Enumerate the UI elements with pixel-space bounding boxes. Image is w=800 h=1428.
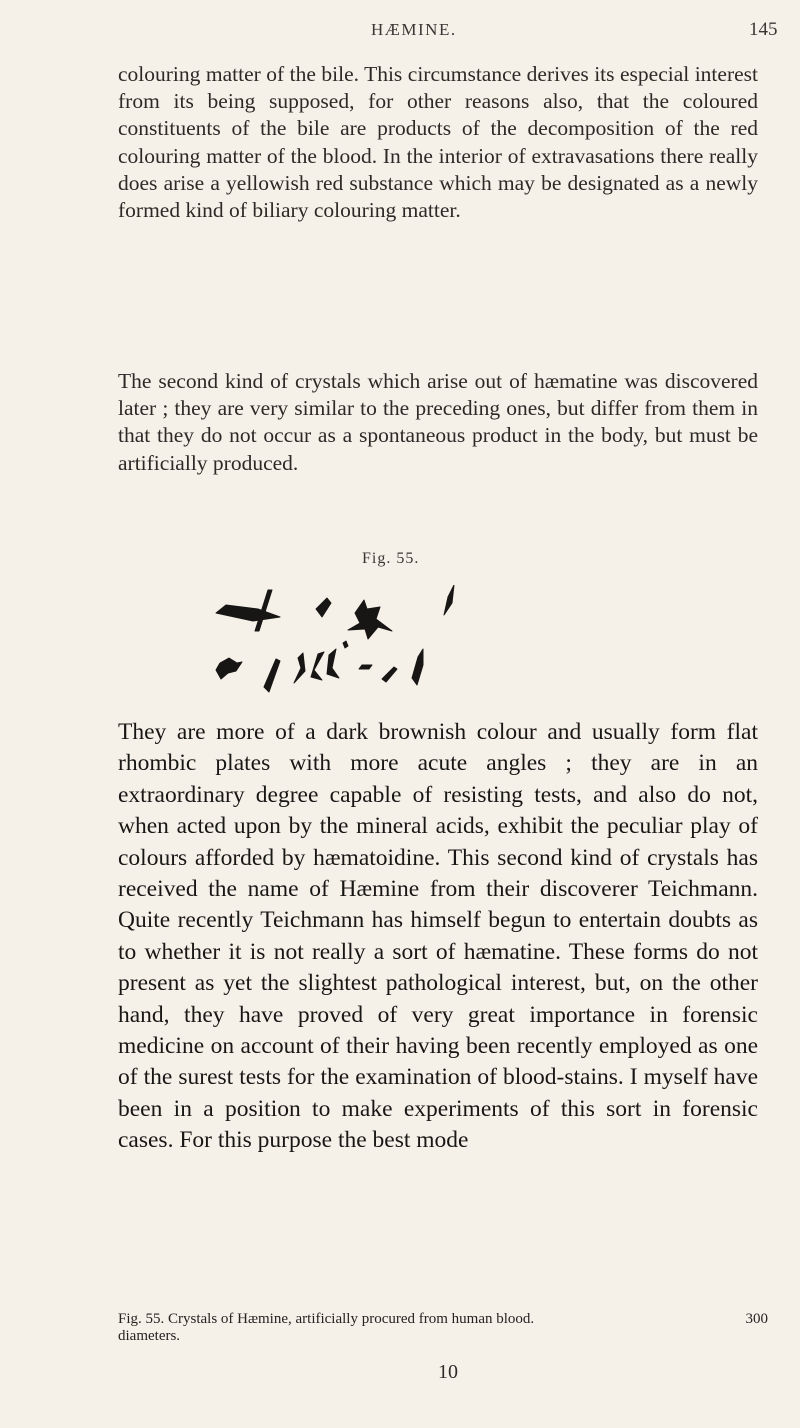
caption-spacer xyxy=(534,1311,745,1328)
crystal-shape xyxy=(444,585,454,615)
crystal-shape xyxy=(343,641,348,648)
crystal-shape xyxy=(264,659,280,692)
crystal-shape xyxy=(294,653,305,683)
page-number: 145 xyxy=(749,19,778,40)
crystal-shape xyxy=(216,658,242,679)
paragraph-2: The second kind of crystals which arise out of hæmatine was discovered later ; they are very similar to the preceding ones, but differ from them in that they do not occur as a spontaneous product in the body, but must be artificially produced. xyxy=(118,369,758,475)
crystal-shape xyxy=(216,605,280,621)
paragraph-3: They are more of a dark brownish colour and usually form flat rhombic plates with more acute angles ; they are in an extraordinary degree capable of resisting tests, and also do not, when acted upon by the mineral acids, exhibit the peculiar play of colours afforded by hæmatoidine. This second kind of crystals has received the name of Hæmine from their discoverer Teichmann. Quite recently Teichmann has himself begun to entertain doubts as to whether it is not really a sort of hæmatine. These forms do not present as yet the slightest pathological interest, but, on the other hand, they have proved of very great importance in forensic medicine on account of their having been recently employed as one of the surest tests for the examination of blood-stains. I myself have been in a position to make experiments of this sort in forensic cases. For this purpose the best mode xyxy=(118,719,758,1154)
hæmine-crystals-illustration xyxy=(168,585,628,715)
figure-label: Fig. 55. xyxy=(362,550,420,567)
crystal-shape xyxy=(327,649,339,678)
caption-second-line: diameters. xyxy=(118,1328,181,1344)
crystal-shape xyxy=(316,598,331,617)
signature-mark: 10 xyxy=(438,1361,458,1383)
crystal-shape xyxy=(348,600,392,639)
paragraph-1: colouring matter of the bile. This circumstance derives its especial interest from its being supposed, for other reasons also, that the coloured constituents of the bile are products of the decomposition of the red colouring matter of the blood. In the interior of extravasations there really does arise a yellowish red substance which may be designated as a newly formed kind of biliary colouring matter. xyxy=(118,62,758,223)
caption-first-line xyxy=(118,1311,768,1328)
running-title: HÆMINE. xyxy=(371,20,457,39)
crystal-shape xyxy=(382,667,397,682)
running-head xyxy=(0,20,800,50)
figure-caption xyxy=(118,1311,768,1345)
crystal-shape xyxy=(359,665,372,669)
crystal-figure xyxy=(168,585,628,715)
caption-text: Fig. 55. Crystals of Hæmine, artificially procured from human blood. xyxy=(118,1311,535,1327)
crystal-shape xyxy=(311,652,324,680)
caption-magnification: 300 xyxy=(745,1311,768,1327)
crystal-shape xyxy=(412,649,423,685)
